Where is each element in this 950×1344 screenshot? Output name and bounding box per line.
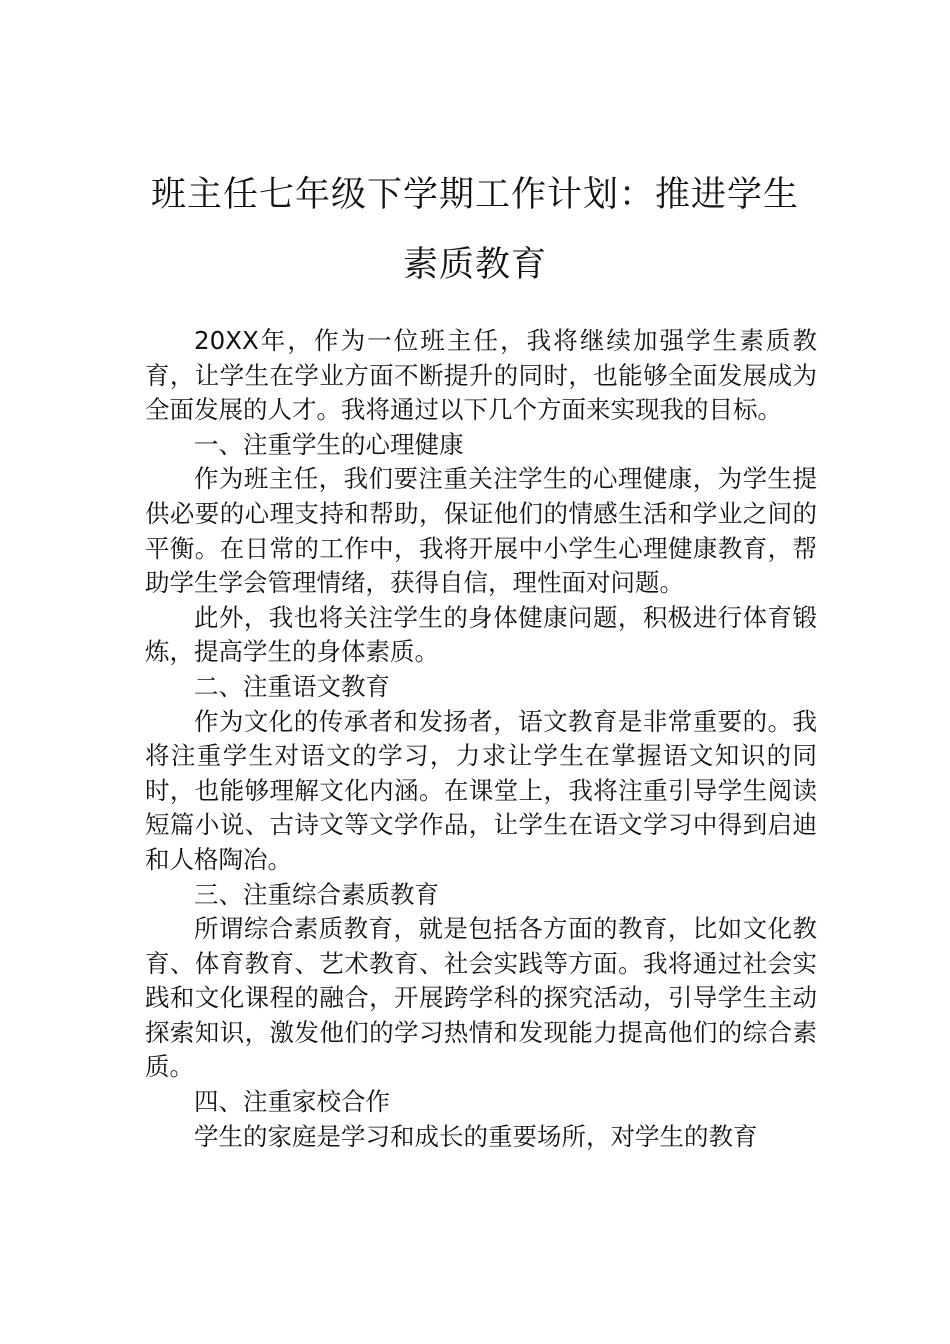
section-4-paragraph: 学生的家庭是学习和成长的重要场所，对学生的教育 [194, 1121, 758, 1151]
section-2-paragraph: 作为文化的传承者和发扬者，语文教育是非常重要的。我将注重学生对语文的学习，力求让学生在掌握语文知识的同时，也能够理解文化内涵。在课堂上，我将注重引导学生阅读短篇小说、古诗文等文学作品，让学生在语文学习中得到启迪和人格陶冶。 [145, 706, 817, 874]
section-heading-2: 二、注重语文教育 [194, 671, 390, 701]
section-heading-3: 三、注重综合素质教育 [194, 879, 439, 909]
section-1-paragraph-1: 作为班主任，我们要注重关注学生的心理健康，为学生提供必要的心理支持和帮助，保证他们的情感生活和学业之间的平衡。在日常的工作中，我将开展中小学生心理健康教育，帮助学生学会管理情绪，获得自信，理性面对问题。 [145, 464, 817, 598]
title-line-1: 班主任七年级下学期工作计划：推进学生 [150, 175, 799, 215]
title-line-2: 素质教育 [402, 245, 547, 285]
section-1-paragraph-2: 此外，我也将关注学生的身体健康问题，积极进行体育锻炼，提高学生的身体素质。 [145, 602, 817, 667]
intro-paragraph: 20XX年，作为一位班主任，我将继续加强学生素质教育，让学生在学业方面不断提升的同时，也能够全面发展成为全面发展的人才。我将通过以下几个方面来实现我的目标。 [145, 326, 817, 425]
section-3-paragraph: 所谓综合素质教育，就是包括各方面的教育，比如文化教育、体育教育、艺术教育、社会实践等方面。我将通过社会实践和文化课程的融合，开展跨学科的探究活动，引导学生主动探索知识，激发他们的学习热情和发现能力提高他们的综合素质。 [145, 914, 817, 1082]
section-heading-4: 四、注重家校合作 [194, 1087, 390, 1117]
section-heading-1: 一、注重学生的心理健康 [194, 429, 464, 459]
document-title [140, 160, 810, 300]
document-body [145, 324, 817, 1154]
